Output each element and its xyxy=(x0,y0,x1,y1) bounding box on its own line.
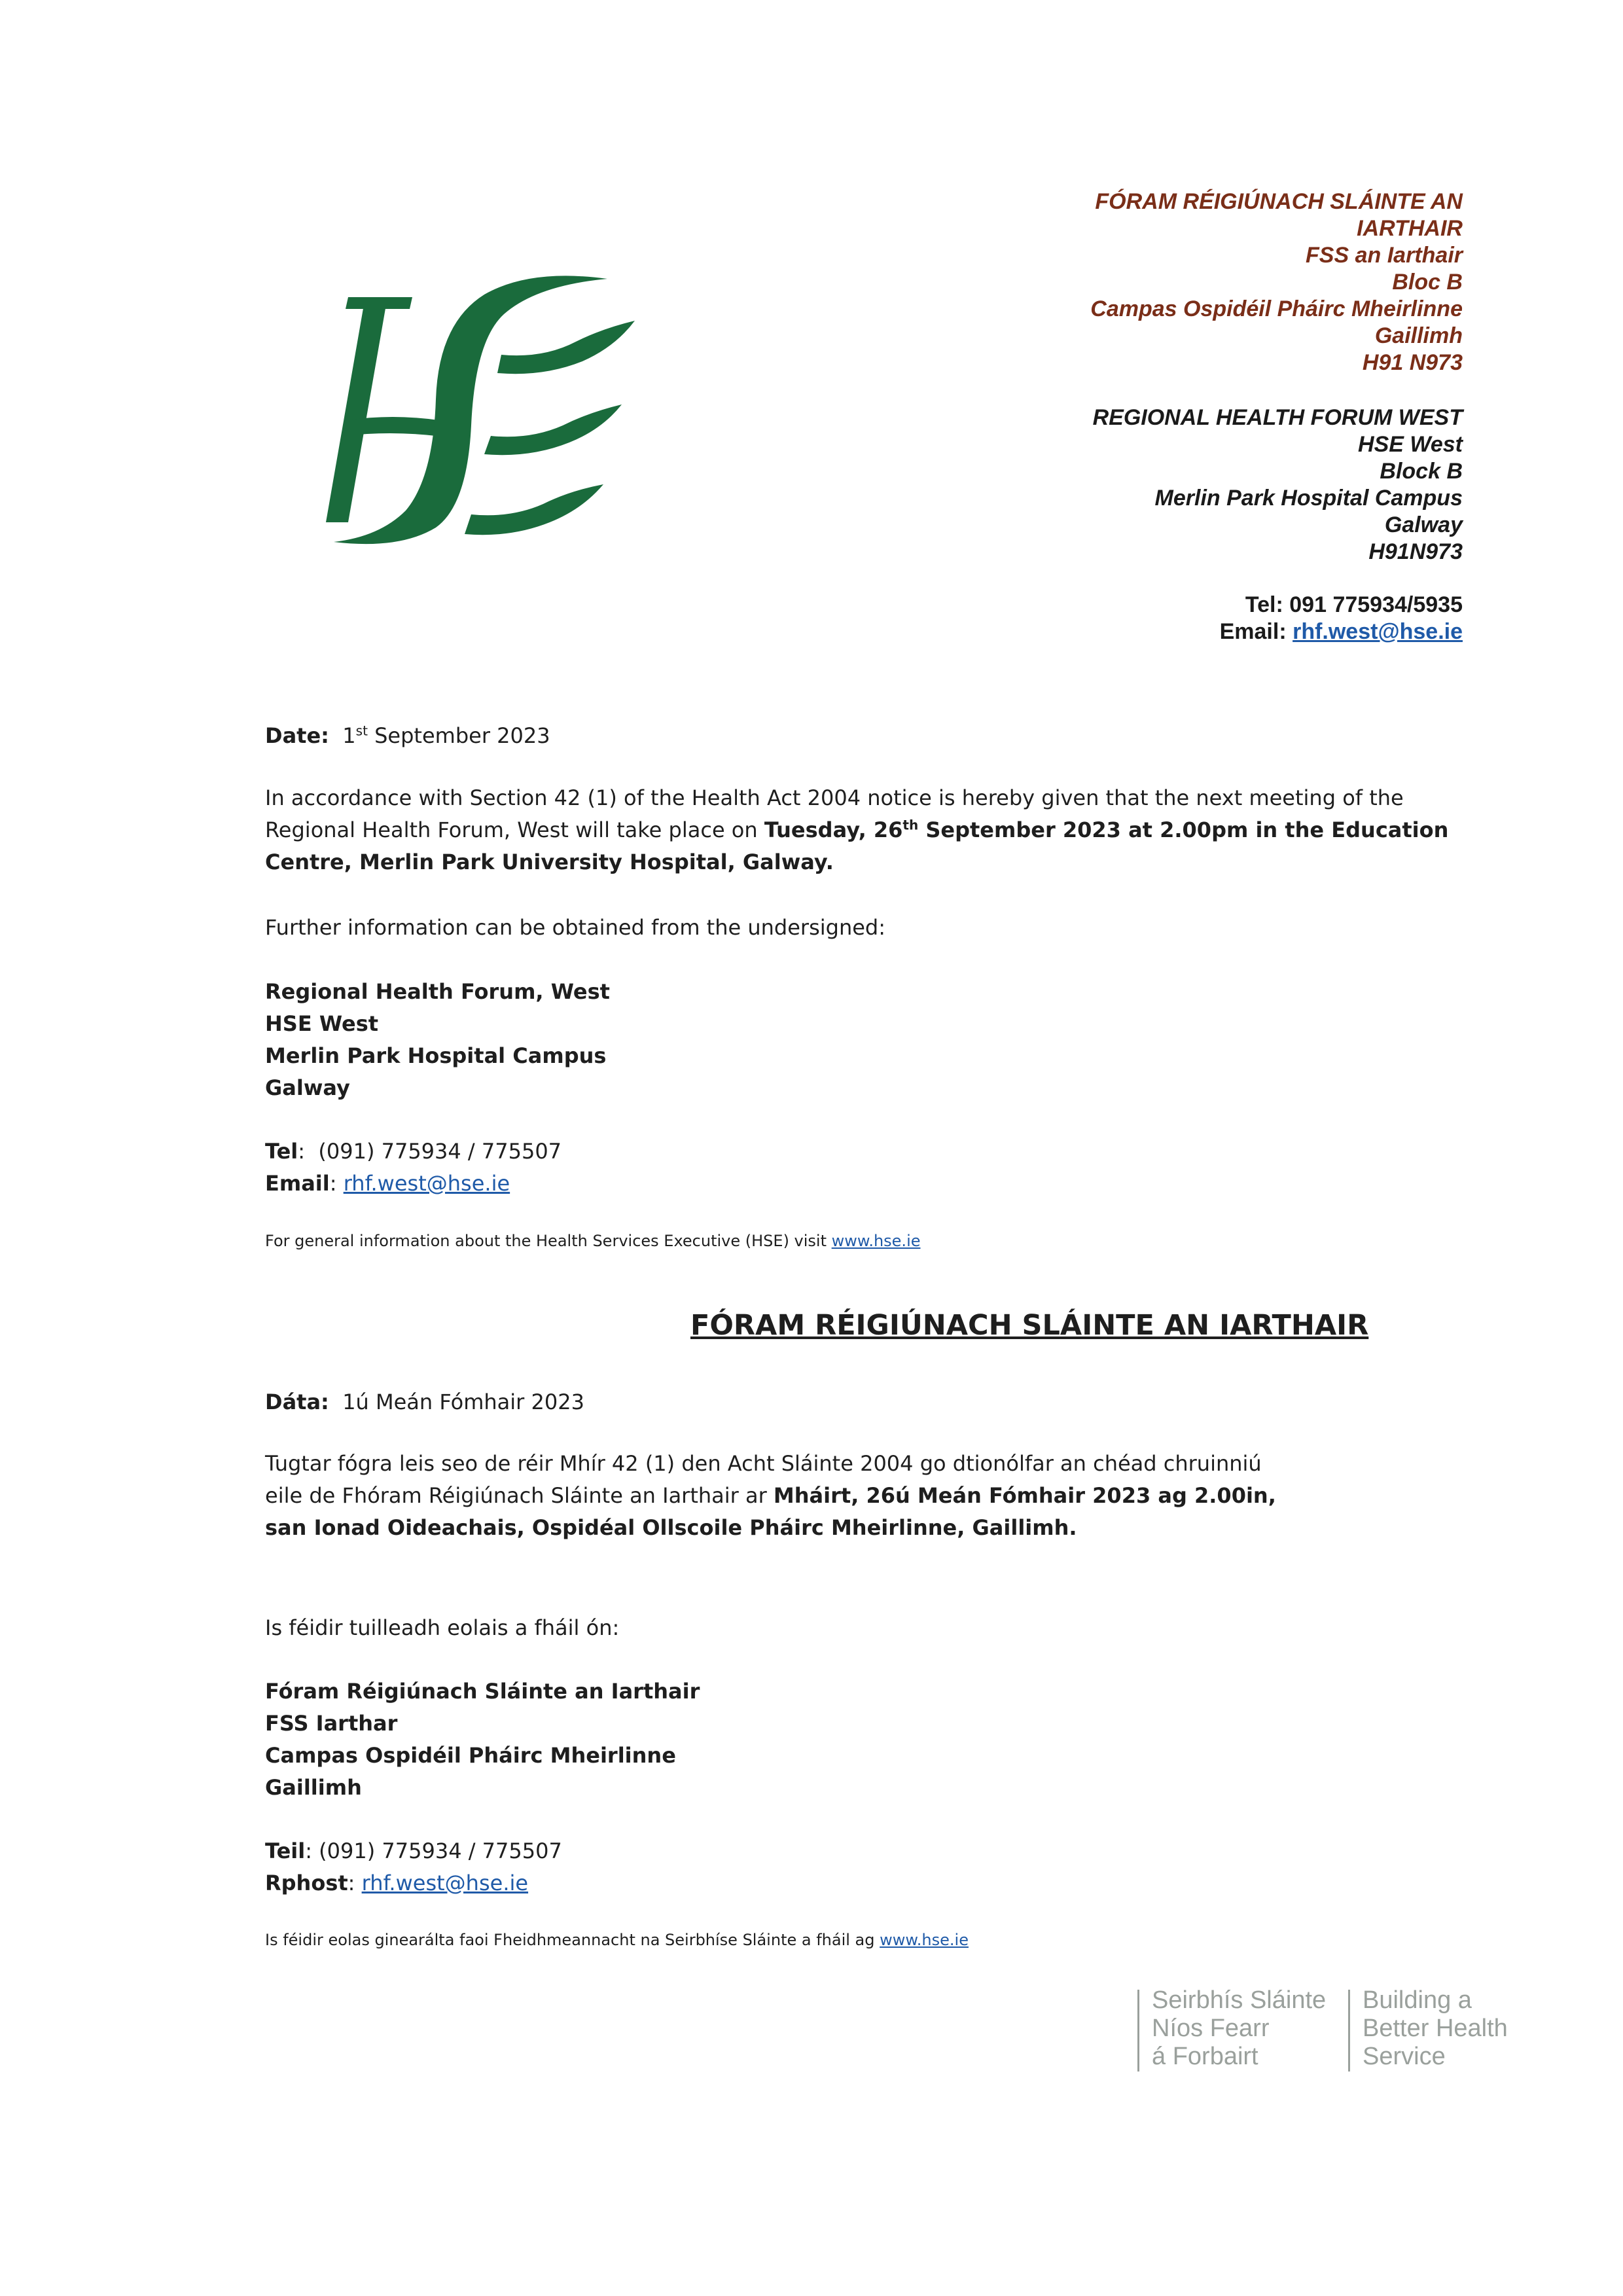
date-value: 1ú Meán Fómhair 2023 xyxy=(342,1390,584,1414)
irish-contact-details xyxy=(265,1835,1463,1899)
irish-contact-address xyxy=(265,1676,1463,1804)
date-day: 1 xyxy=(342,723,356,748)
english-contact-address xyxy=(265,976,1463,1104)
english-general-info xyxy=(265,1232,1463,1250)
address-line: Regional Health Forum, West xyxy=(265,979,610,1004)
address-line: H91N973 xyxy=(1368,539,1463,564)
tel-value: (091) 775934 / 775507 xyxy=(319,1839,562,1863)
slogan-line: Better Health xyxy=(1363,2015,1508,2042)
notice-bold-venue: September 2023 at 2.00pm in the Education Centre, Merlin Park University Hospital, Galway. xyxy=(265,817,1449,874)
address-line: REGIONAL HEALTH FORUM WEST xyxy=(1092,405,1463,430)
website-link[interactable]: www.hse.ie xyxy=(880,1931,969,1949)
address-line: FSS an Iarthair xyxy=(1306,243,1463,268)
slogan-line: Seirbhís Sláinte xyxy=(1152,1986,1327,2014)
irish-further-info: Is féidir tuilleadh eolais a fháil ón: xyxy=(265,1615,620,1640)
footer-irish-slogan xyxy=(1152,1986,1326,2071)
email-label: Email xyxy=(265,1171,330,1196)
address-line: FSS Iarthar xyxy=(265,1711,398,1736)
slogan-line: Service xyxy=(1363,2043,1446,2070)
notice-text: Tugtar fógra leis seo de réir Mhír 42 (1) den Acht Sláinte 2004 go dtionólfar an chéad chruinniú eile de Fhóram Réigiúnach Sláinte an Iarthair ar xyxy=(265,1451,1262,1508)
address-line: Merlin Park Hospital Campus xyxy=(265,1043,607,1068)
date-suffix: st xyxy=(355,723,368,739)
email-line: Email: rhf.west@hse.ie xyxy=(265,1171,510,1196)
tel-label: Tel xyxy=(265,1139,298,1164)
date-rest: September 2023 xyxy=(367,723,550,748)
address-line: IARTHAIR xyxy=(1357,216,1463,241)
address-line: HSE West xyxy=(1358,432,1463,457)
letterhead-email-line xyxy=(1220,619,1463,645)
address-line: Block B xyxy=(1380,459,1463,484)
date-label: Dáta xyxy=(265,1390,321,1414)
notice-bold-date: Tuesday, 26 xyxy=(764,817,903,842)
footer-divider xyxy=(1137,1990,1139,2072)
email-label: Email: xyxy=(1219,619,1293,644)
irish-letterhead-address xyxy=(1090,188,1463,376)
address-line: Galway xyxy=(265,1075,350,1100)
email-line: Rphost: rhf.west@hse.ie xyxy=(265,1871,529,1895)
irish-general-info xyxy=(265,1931,1463,1949)
hse-logo xyxy=(308,268,681,556)
address-line: Gaillimh xyxy=(265,1775,362,1800)
email-label: Rphost xyxy=(265,1871,348,1895)
email-link[interactable]: rhf.west@hse.ie xyxy=(361,1871,529,1895)
slogan-line: á Forbairt xyxy=(1152,2043,1258,2070)
address-line: Merlin Park Hospital Campus xyxy=(1154,486,1463,511)
address-line: HSE West xyxy=(265,1011,379,1036)
address-line: Campas Ospidéil Pháirc Mheirlinne xyxy=(1090,296,1463,321)
slogan-line: Níos Fearr xyxy=(1152,2015,1270,2042)
notice-bold-venue: Mháirt, 26ú Meán Fómhair 2023 ag 2.00in, san Ionad Oideachais, Ospidéal Ollscoile Pháirc Mheirlinne, Gaillimh. xyxy=(265,1483,1276,1540)
english-notice xyxy=(265,782,1463,878)
general-info-text: For general information about the Health Services Executive (HSE) visit xyxy=(265,1232,832,1250)
address-line: Bloc B xyxy=(1392,270,1463,295)
letterhead-contact xyxy=(1220,592,1463,645)
address-line: H91 N973 xyxy=(1362,350,1463,375)
irish-notice xyxy=(265,1448,1286,1544)
address-line: Gaillimh xyxy=(1374,323,1463,348)
irish-heading: FÓRAM RÉIGIÚNACH SLÁINTE AN IARTHAIR xyxy=(690,1309,1369,1342)
address-line: Galway xyxy=(1384,512,1463,537)
tel-line: Teil: (091) 775934 / 775507 xyxy=(265,1839,562,1863)
general-info-text: Is féidir eolas ginearálta faoi Fheidhmeannacht na Seirbhíse Sláinte a fháil ag xyxy=(265,1931,880,1949)
english-contact-details xyxy=(265,1136,1463,1200)
irish-date xyxy=(265,1386,1463,1418)
notice-text: In accordance with Section 42 (1) of the Health Act 2004 notice is hereby given that the next meeting of the Regional Health Forum, West will take place on xyxy=(265,785,1404,842)
english-letterhead-address xyxy=(1093,404,1463,565)
tel-value: (091) 775934 / 775507 xyxy=(318,1139,562,1164)
slogan-line: Building a xyxy=(1363,1986,1472,2014)
notice-bold-suffix: th xyxy=(902,817,919,833)
footer-divider xyxy=(1348,1990,1350,2072)
website-link[interactable]: www.hse.ie xyxy=(831,1232,921,1250)
address-line: FÓRAM RÉIGIÚNACH SLÁINTE AN xyxy=(1095,189,1463,214)
date-label: Date xyxy=(265,723,321,748)
date-colon: : xyxy=(321,723,329,748)
tel-line: Tel: (091) 775934 / 775507 xyxy=(265,1139,562,1164)
letterhead-email-link[interactable]: rhf.west@hse.ie xyxy=(1293,619,1463,644)
tel-label: Teil xyxy=(265,1839,306,1863)
english-further-info: Further information can be obtained from the undersigned: xyxy=(265,915,885,940)
footer-english-slogan xyxy=(1363,1986,1508,2071)
letterhead-tel: Tel: 091 775934/5935 xyxy=(1245,592,1463,617)
email-link[interactable]: rhf.west@hse.ie xyxy=(343,1171,510,1196)
english-date xyxy=(265,720,1463,752)
address-line: Campas Ospidéil Pháirc Mheirlinne xyxy=(265,1743,676,1768)
address-line: Fóram Réigiúnach Sláinte an Iarthair xyxy=(265,1679,700,1704)
date-colon: : xyxy=(321,1390,329,1414)
